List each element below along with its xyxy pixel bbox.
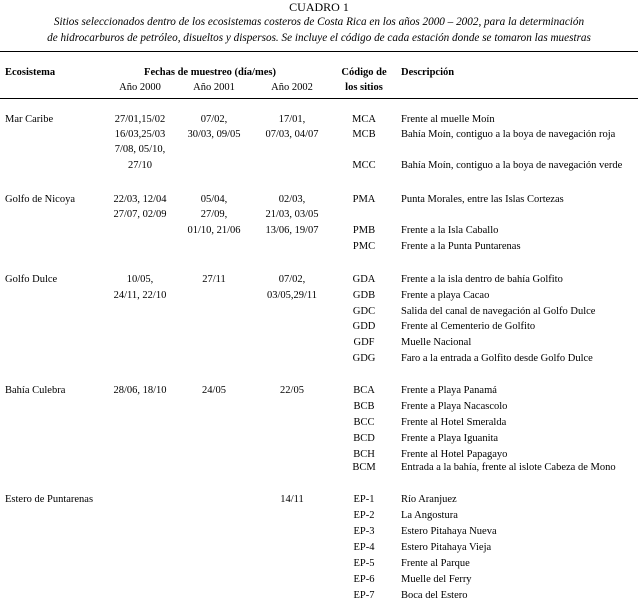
header-year-2002: Año 2002 <box>271 82 313 93</box>
site-description: Río Aranjuez <box>401 494 457 505</box>
date-cell: 27/11 <box>202 274 226 285</box>
date-cell: 28/06, 18/10 <box>113 385 167 396</box>
header-codigo-line-2: los sitios <box>345 82 383 93</box>
date-cell: 16/03,25/03 <box>114 129 166 140</box>
site-code: PMC <box>352 241 376 252</box>
date-cell: 24/05 <box>202 385 226 396</box>
site-description: Frente a Playa Nacascolo <box>401 401 508 412</box>
site-code: MCB <box>352 129 376 140</box>
ecosystem-bahia-culebra: Bahía Culebra <box>5 385 66 396</box>
site-code: BCB <box>353 401 375 412</box>
date-cell: 01/10, 21/06 <box>187 225 241 236</box>
site-code: EP-3 <box>353 526 375 537</box>
date-cell: 27/07, 02/09 <box>113 209 167 220</box>
date-cell: 27/09, <box>200 209 228 220</box>
header-descripcion: Descripción <box>401 67 455 78</box>
header-year-2001: Año 2001 <box>193 82 235 93</box>
header-year-2000: Año 2000 <box>119 82 161 93</box>
site-code: BCH <box>353 449 375 460</box>
site-description: Salida del canal de navegación al Golfo Dulce <box>401 306 596 317</box>
date-cell: 30/03, 09/05 <box>187 129 241 140</box>
header-codigo-line-1: Código de <box>341 67 387 78</box>
site-description: Frente a la Isla Caballo <box>401 225 499 236</box>
date-cell: 27/01,15/02 <box>114 114 166 125</box>
site-description: La Angostura <box>401 510 458 521</box>
site-code: BCA <box>353 385 375 396</box>
date-cell: 03/05,29/11 <box>266 290 318 301</box>
site-description: Boca del Estero <box>401 590 468 601</box>
ecosystem-mar-caribe: Mar Caribe <box>5 114 54 125</box>
date-cell: 7/08, 05/10, <box>114 144 166 155</box>
site-description: Frente a playa Cacao <box>401 290 490 301</box>
site-code: GDG <box>352 353 376 364</box>
site-description: Frente a Playa Panamá <box>401 385 497 396</box>
site-code: EP-7 <box>353 590 375 601</box>
site-code: GDB <box>352 290 376 301</box>
header-rule <box>0 98 638 99</box>
site-description: Estero Pitahaya Vieja <box>401 542 492 553</box>
date-cell: 22/05 <box>280 385 304 396</box>
ecosystem-estero-de-puntarenas: Estero de Puntarenas <box>5 494 94 505</box>
site-description: Frente al Hotel Papagayo <box>401 449 508 460</box>
ecosystem-golfo-de-nicoya: Golfo de Nicoya <box>5 194 75 205</box>
site-description: Frente al Hotel Smeralda <box>401 417 507 428</box>
site-code: EP-4 <box>353 542 375 553</box>
site-description: Frente a la Punta Puntarenas <box>401 241 521 252</box>
site-description: Bahía Moín, contiguo a la boya de navegación roja <box>401 129 616 140</box>
site-code: GDC <box>352 306 376 317</box>
site-code: GDD <box>352 321 376 332</box>
site-code: EP-6 <box>353 574 375 585</box>
site-description: Frente al Cementerio de Golfito <box>401 321 536 332</box>
date-cell: 07/03, 04/07 <box>265 129 319 140</box>
site-description: Entrada a la bahía, frente al islote Cabeza de Mono <box>401 462 616 473</box>
site-description: Frente a la isla dentro de bahía Golfito <box>401 274 563 285</box>
table-title: CUADRO 1 <box>289 0 349 14</box>
site-description: Estero Pitahaya Nueva <box>401 526 497 537</box>
date-cell: 27/10 <box>128 160 152 171</box>
date-cell: 21/03, 03/05 <box>265 209 319 220</box>
site-code: BCC <box>353 417 375 428</box>
date-cell: 07/02, <box>278 274 306 285</box>
table-caption-line-1: Sitios seleccionados dentro de los ecosistemas costeros de Costa Rica en los años 2000 – 2002, para la determinación <box>53 16 585 28</box>
site-code: PMA <box>352 194 376 205</box>
site-code: EP-1 <box>353 494 375 505</box>
top-rule <box>0 51 638 52</box>
date-cell: 22/03, 12/04 <box>113 194 167 205</box>
table-caption-line-2: de hidrocarburos de petróleo, disueltos y dispersos. Se incluye el código de cada estación donde se tomaron las muestras <box>47 32 591 44</box>
site-description: Faro a la entrada a Golfito desde Golfo Dulce <box>401 353 593 364</box>
site-description: Muelle Nacional <box>401 337 472 348</box>
date-cell: 17/01, <box>278 114 306 125</box>
header-ecosistema: Ecosistema <box>5 67 56 78</box>
site-code: BCM <box>352 462 376 473</box>
site-code: EP-2 <box>353 510 375 521</box>
site-description: Bahía Moín, contiguo a la boya de navegación verde <box>401 160 623 171</box>
date-cell: 14/11 <box>280 494 304 505</box>
site-code: PMB <box>352 225 376 236</box>
date-cell: 10/05, <box>126 274 154 285</box>
site-description: Muelle del Ferry <box>401 574 472 585</box>
header-fechas: Fechas de muestreo (día/mes) <box>144 67 276 78</box>
site-code: GDA <box>352 274 376 285</box>
ecosystem-golfo-dulce: Golfo Dulce <box>5 274 58 285</box>
site-description: Frente al Parque <box>401 558 470 569</box>
site-description: Frente a Playa Iguanita <box>401 433 499 444</box>
site-code: MCA <box>352 114 376 125</box>
site-code: EP-5 <box>353 558 375 569</box>
site-code: GDF <box>353 337 375 348</box>
site-code: MCC <box>352 160 376 171</box>
site-description: Frente al muelle Moín <box>401 114 495 125</box>
site-description: Punta Morales, entre las Islas Cortezas <box>401 194 564 205</box>
date-cell: 05/04, <box>200 194 228 205</box>
date-cell: 24/11, 22/10 <box>113 290 167 301</box>
site-code: BCD <box>353 433 375 444</box>
date-cell: 07/02, <box>200 114 228 125</box>
date-cell: 02/03, <box>278 194 306 205</box>
date-cell: 13/06, 19/07 <box>265 225 319 236</box>
